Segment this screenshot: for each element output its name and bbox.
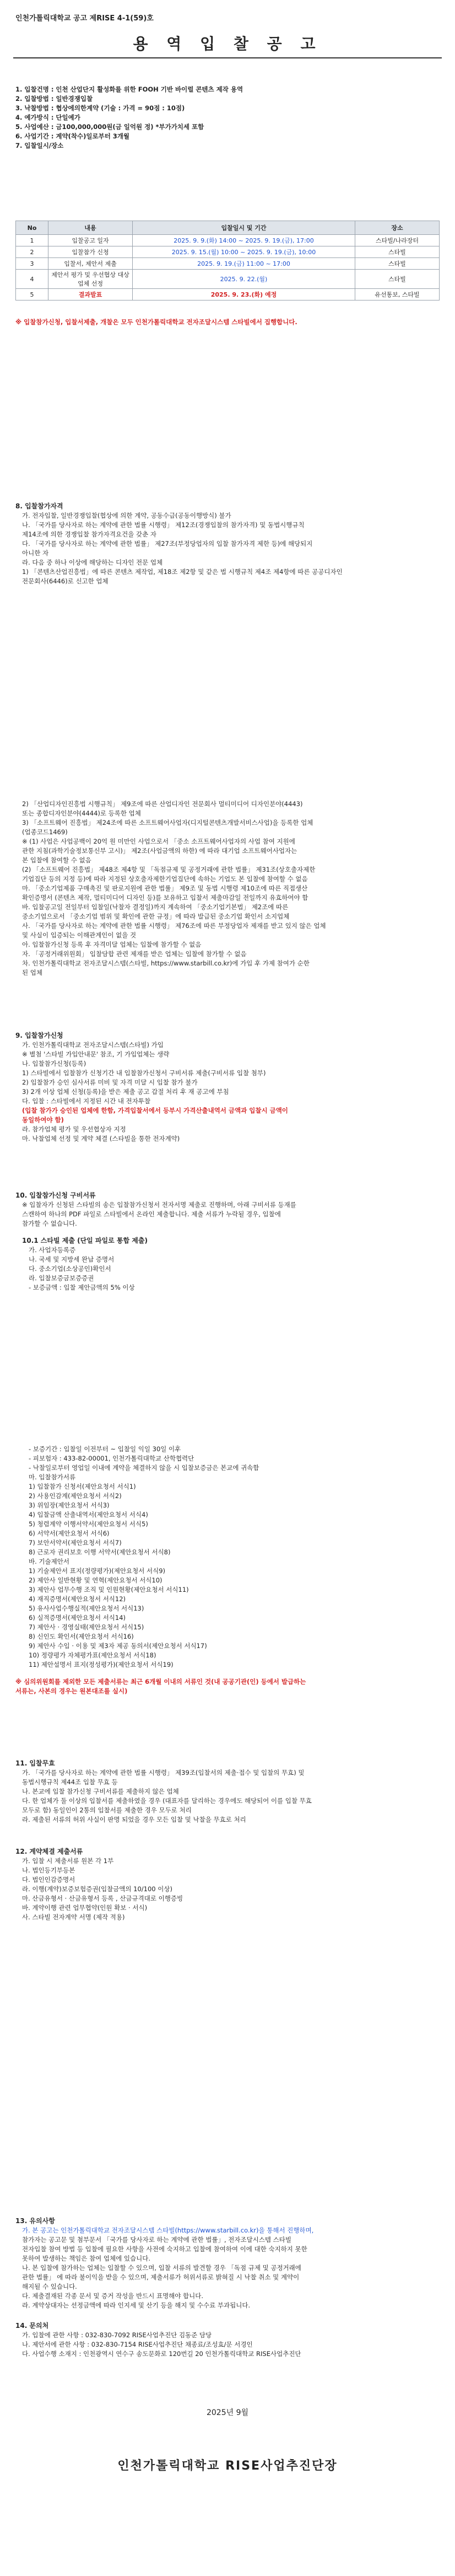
text-line: 5) 유사사업수행실적(제안요청서 서식13) — [29, 1604, 144, 1612]
text-line: 라. 다음 중 하나 이상에 해당하는 디자인 전문 업체 — [22, 559, 163, 566]
section-application — [15, 1031, 440, 1144]
text-line: 모두로 함) 동일인이 2통의 입찰서를 제출한 경우 모두로 처리 — [22, 1806, 192, 1814]
text-line: - 피보험자 : 433-82-00001, 인천가톨릭대학교 산학협력단 — [29, 1455, 194, 1462]
text-line: 라. 입찰보증금보증증권 — [29, 1274, 94, 1282]
section-title: 12. 계약체결 제출서류 — [15, 1848, 83, 1855]
section-title: 13. 유의사항 — [15, 2217, 55, 2225]
text-line: 2) 입찰참가 승인 심사서류 미비 및 자격 미달 시 입찰 참가 불가 — [22, 1078, 198, 1086]
text-line: 제14조에 의한 경쟁입찰 참가자격요건을 갖춘 자 — [22, 530, 156, 538]
text-line-link: 가. 본 공고는 인천가톨릭대학교 전자조달시스템 스타빌(https://www.starbill.co.kr)을 통해서 진행하며, — [22, 2226, 314, 2234]
text-line: 2) 「산업디자인진흥법 시행규칙」 제9조에 따른 산업디자인 전문회사 멀티미디어 디자인분야(4443) — [22, 800, 303, 808]
text-line: 가. 「국가를 당사자로 하는 계약에 관한 법률 시행령」 제39조(입찰서의 제출·접수 및 입찰의 무효) 및 — [22, 1769, 305, 1777]
row-place: 스타빌/나라장터 — [355, 235, 440, 246]
section-title: 8. 입찰참가자격 — [15, 502, 63, 510]
row-period: 2025. 9. 15.(월) 10:00 ~ 2025. 9. 19.(금), 10:00 — [133, 246, 355, 258]
section-invalid-bid — [15, 1759, 440, 1824]
subsection-title: 10.1 스타빌 제출 (단일 파일로 통합 제출) — [22, 1237, 148, 1244]
overview-value: : 계약(착수)일로부터 3개월 — [48, 132, 130, 140]
text-line: 4) 재직증명서(제안요청서 서식12) — [29, 1595, 126, 1603]
text-line: - 낙찰일로부터 영업일 이내에 계약을 체결하지 않을 시 입찰보증금은 본교에 귀속함 — [29, 1464, 259, 1472]
overview-item — [15, 132, 440, 141]
text-line: 마. 입찰참가서류 — [29, 1473, 76, 1481]
text-line: 다. 「국가를 당사자로 하는 계약에 관한 법률」 제27조(부정당업자의 입찰 참가자격 제한 등)에 해당되지 — [22, 540, 313, 548]
text-line: 라. 계약상대자는 선정금액에 따라 인지세 및 산기 등을 해지 및 수수료 부과됩니다. — [22, 2301, 251, 2309]
text-line: 6) 실적증명서(제안요청서 서식14) — [29, 1614, 126, 1622]
overview-section — [15, 85, 440, 151]
text-line: 동법시행규칙 제44조 입찰 무효 등 — [22, 1778, 118, 1786]
section-contact — [15, 2321, 440, 2359]
text-line: 본 입찰에 참여할 수 없음 — [22, 856, 91, 864]
text-line: (업종코드1469) — [22, 828, 68, 836]
col-header-place: 장소 — [355, 221, 440, 235]
section-eligibility — [15, 502, 440, 586]
documents-note: 서류는, 사본의 경우는 원본대조를 실시) — [15, 1687, 128, 1695]
col-header-period: 입찰일시 및 기간 — [133, 221, 355, 235]
text-line: 전자입찰 참여 방법 등 입찰에 필요한 사항을 사전에 숙지하고 입찰에 참여하여 이에 대한 숙지하지 못한 — [22, 2245, 307, 2253]
table-row — [16, 246, 440, 258]
text-line: 아. 입찰참가신청 등록 후 자격미달 업체는 입찰에 참가할 수 없음 — [22, 941, 202, 948]
text-line: 다. 사업수행 소재지 : 인천광역시 연수구 송도문화로 120번길 20 인천가톨릭대학교 RISE사업추진단 — [22, 2350, 301, 2358]
overview-label: 1. 입찰건명 — [15, 85, 49, 93]
text-line: 다. 입찰 : 스타빌에서 지정된 시간 내 전자투찰 — [22, 1097, 151, 1105]
row-content: 입찰서, 제안서 제출 — [48, 258, 133, 270]
row-content: 제안서 평가 및 우선협상 대상업체 선정 — [48, 270, 133, 289]
overview-item — [15, 104, 440, 113]
text-line: 2) 제안사 일반현황 및 연혁(제안요청서 서식10) — [29, 1576, 162, 1584]
text-line: 마. 낙찰업체 선정 및 계약 체결 (스타빌을 통한 전자계약) — [22, 1135, 180, 1142]
text-line: 8) 근로자 권리보호 이행 서약서(제안요청서 서식8) — [29, 1548, 171, 1556]
text-line: 5) 청렴계약 이행서약서(제안요청서 서식5) — [29, 1520, 148, 1528]
overview-label: 2. 입찰방법 — [15, 95, 49, 103]
overview-item — [15, 94, 440, 104]
text-line: 7) 보안서약서(제안요청서 서식7) — [29, 1539, 122, 1547]
text-line: 기업집단 등의 지정 등)에 따라 지정된 상호출자제한기업집단에 속하는 기업도 본 입찰에 참여할 수 없음 — [22, 875, 308, 883]
overview-label: 5. 사업예산 — [15, 123, 49, 131]
section-title: 9. 입찰참가신청 — [15, 1032, 63, 1039]
text-line-highlight: (입찰 참가가 승인된 업체에 한함, 가격입찰서에서 등부시 가격산출내역서 금액과 입찰시 금액이 — [22, 1107, 288, 1114]
row-period: 2025. 9. 22.(월) — [133, 270, 355, 289]
section-title: 14. 문의처 — [15, 2322, 49, 2330]
text-line: 1) 스타빌에서 입찰참가 신청기간 내 입찰참가신청서 구비서류 제출(구비서류 입찰 첨부) — [22, 1069, 266, 1077]
text-line: 또는 종합디자인분야(4444)로 등록한 업체 — [22, 809, 141, 817]
text-line: 3) 위임장(제안요청서 서식3) — [29, 1501, 110, 1509]
announcement-date: 2025년 9월 — [206, 2408, 249, 2417]
text-line: 4) 입찰금액 산출내역서(제안요청서 서식4) — [29, 1511, 148, 1518]
text-line: 다. 중소기업(소상공인)확인서 — [29, 1265, 111, 1273]
overview-item — [15, 141, 440, 151]
text-line: 가. 사업자등록증 — [29, 1246, 76, 1254]
text-line: 11) 제안설명서 표지(정성평가)(제안요청서 서식19) — [29, 1661, 174, 1668]
text-line: 다. 한 업체가 둘 이상의 입찰서를 제출하였을 경우 (대표자를 달리하는 경우에도 해당되어 이를 입찰 무효 — [22, 1797, 312, 1805]
section-eligibility-cont — [15, 799, 440, 978]
table-row — [16, 289, 440, 300]
text-line: 3) 2개 이상 업체 신청(등록)을 받은 제출 공고 갑절 처리 후 재 공고에 부침 — [22, 1088, 229, 1096]
text-line: 된 업체 — [22, 969, 42, 976]
text-line: 바. 기술제안서 — [29, 1558, 69, 1565]
text-line: 가. 입찰에 관한 사항 : 032-830-7092 RISE사업추진단 김동준 담당 — [22, 2331, 212, 2339]
text-line: 바. 입찰공고일 전일부터 입찰일(낙찰자 결정일)까지 계속하여 「중소기업기본법」 제2조에 따른 — [22, 903, 289, 911]
text-line: 마. 산금유형서 · 산금유형서 등록 , 산금규격대로 이행증빙 — [22, 1895, 183, 1902]
overview-item — [15, 113, 440, 122]
overview-label: 4. 예가방식 — [15, 114, 49, 121]
text-line: 못하여 발생하는 책임은 참여 업체에 있습니다. — [22, 2255, 151, 2262]
text-line: 가. 입찰 시 제출서류 원본 각 1부 — [22, 1857, 114, 1865]
text-line: 가. 인천가톨릭대학교 전자조달시스템(스타빌) 가입 — [22, 1041, 164, 1049]
overview-label: 6. 사업기간 — [15, 132, 49, 140]
text-line: 9) 제안사 수입 · 이용 및 제3자 제공 동의서(제안요청서 서식17) — [29, 1642, 207, 1650]
text-line: 나. 입찰참가신청(등록) — [22, 1060, 86, 1067]
section-documents-cont — [15, 1445, 440, 1696]
text-line: 바. 계약이행 관련 업무협약(인원 확보 · 서식) — [22, 1904, 148, 1912]
text-line: - 보증금액 : 입찰 제안금액의 5% 이상 — [29, 1284, 135, 1291]
text-line: 10) 정량평가 자체평가표(제안요청서 서식18) — [29, 1651, 156, 1659]
row-no: 5 — [16, 289, 48, 300]
text-line: 라. 제출된 서류의 허위 사실이 판명 되었을 경우 모든 입찰 및 낙찰을 무효로 처리 — [22, 1816, 246, 1823]
row-content: 결과발표 — [48, 289, 133, 300]
text-line: 나. 국세 및 지방세 완납 증명서 — [29, 1255, 115, 1263]
row-place: 스타빌 — [355, 270, 440, 289]
table-row — [16, 270, 440, 289]
text-line: 확인증명서 (콘텐츠 제작, 멀티미디어 디자인 등)를 보유하고 입찰서 제출마감일 전일까지 유효하여야 함 — [22, 894, 308, 901]
overview-item — [15, 85, 440, 94]
text-line: 나. 본교에 입찰 참가신청 구비서류를 제출하지 않은 업체 — [22, 1788, 179, 1795]
text-line: 전문회사(6446)로 신고한 업체 — [22, 577, 109, 585]
row-no: 1 — [16, 235, 48, 246]
text-line: 관한 지침(과학기술정보통신부 고시)」 제2조(사업금액의 하한) 에 따라 대기업 소프트웨어사업자는 — [22, 847, 297, 855]
documents-note: ※ 심의위원회를 제외한 모든 제출서류는 최근 6개월 이내의 서류인 것(내 공공기관(인) 등에서 발급하는 — [15, 1678, 306, 1686]
text-line: 참가자는 공고문 및 첨부문서 「국가를 당사자로 하는 계약에 관한 법률」, 전자조달시스템 스타빌 — [22, 2236, 292, 2244]
text-line: 가. 전자입찰, 일반경쟁입찰(협상에 의한 계약, 공동수급(공동이행방식) 불가 — [22, 512, 231, 519]
text-line: 3) 「소프트웨어 진흥법」 제24조에 따른 소프트웨어사업자(디지털콘텐츠개발서비스사업)을 등록한 업체 — [22, 819, 313, 827]
title-divider — [13, 57, 442, 58]
row-period: 2025. 9. 9.(화) 14:00 ~ 2025. 9. 19.(금), 17:00 — [133, 235, 355, 246]
text-line: 사. 「국가를 당사자로 하는 계약에 관한 법률 시행령」 제76조에 따른 부정당업자 제재를 받고 있지 않은 업체 — [22, 922, 326, 930]
row-period: 2025. 9. 19.(금) 11:00 ~ 17:00 — [133, 258, 355, 270]
text-line: 및 사실이 입증되는 이해관계인이 없을 것 — [22, 931, 137, 939]
row-content: 입찰공고 일자 — [48, 235, 133, 246]
text-line: 나. 제안서에 관한 사항 : 032-830-7154 RISE사업추진단 채종료/조성효/문 서경인 — [22, 2341, 253, 2348]
text-line: 자. 「공정거래위원회」 입찰담합 관련 제재를 받은 업체는 입찰에 참가할 수 없음 — [22, 950, 247, 958]
overview-label: 3. 낙찰방법 — [15, 104, 49, 112]
text-line: 6) 서약서(제안요청서 서식6) — [29, 1530, 110, 1537]
text-line: 8) 신인도 확인서(제안요청서 서식16) — [29, 1633, 134, 1640]
section-documents — [15, 1191, 440, 1292]
text-line: 스캔하여 하나의 PDF 파일로 스타빌에서 온라인 제출합니다. 제출 서류가 누락될 경우, 입찰에 — [22, 1210, 281, 1218]
table-header-row — [16, 221, 440, 235]
text-line: 아니한 자 — [22, 549, 49, 557]
schedule-table — [15, 221, 440, 300]
overview-value: : 단일예가 — [48, 114, 80, 121]
notice-number: 인천가톨릭대학교 공고 제RISE 4-1(59)호 — [15, 14, 154, 23]
text-line: 나. 「국가를 당사자로 하는 계약에 관한 법률 시행령」 제12조(경쟁입찰의 참가자격) 및 동법시행규칙 — [22, 521, 305, 529]
text-line: 사. 스타빌 전자계약 서명 (제작 적용) — [22, 1913, 125, 1921]
row-no: 4 — [16, 270, 48, 289]
text-line: 관한 법률」 에 따라 불이익을 받을 수 있으며, 제출서류가 허위서류로 밝혀질 시 낙찰 취소 및 계약이 — [22, 2273, 300, 2281]
row-content: 입찰참가 신청 — [48, 246, 133, 258]
col-header-no: No — [16, 221, 48, 235]
overview-value: : 인천 산업단지 활성화를 위한 FOOH 기반 바이럴 콘텐츠 제작 용역 — [48, 85, 243, 93]
row-no: 2 — [16, 246, 48, 258]
document-title: 용 역 입 찰 공 고 — [133, 35, 322, 53]
text-line: 중소기업으로서 「중소기업 범위 및 확인에 관한 규정」에 따라 발급된 중소기업 확인서 소지업체 — [22, 913, 290, 920]
row-place: 스타빌 — [355, 258, 440, 270]
text-line: 다. 법인인감증명서 — [22, 1876, 75, 1883]
schedule-note: ※ 입찰참가신청, 입찰서제출, 개찰은 모두 인천가톨릭대학교 전자조달시스템 스타빌에서 집행합니다. — [15, 318, 297, 326]
row-place: 유선통보, 스타빌 — [355, 289, 440, 300]
section-contract-docs — [15, 1847, 440, 1922]
text-line: 3) 제안사 업무수행 조직 및 인원현황(제안요청서 서식11) — [29, 1586, 189, 1593]
overview-label: 7. 입찰일시/장소 — [15, 142, 64, 149]
text-line: 7) 제안사 · 경영실태(제안요청서 서식15) — [29, 1623, 144, 1631]
text-line: 라. 이행(계약)보증보험증권(입찰금액의 10/100 이상) — [22, 1885, 172, 1893]
text-line: 참가할 수 없습니다. — [22, 1220, 77, 1227]
text-line: - 보증기간 : 입찰일 이전부터 ~ 입찰일 익일 30일 이후 — [29, 1445, 181, 1453]
overview-value: : 협상에의한계약 (기술 : 가격 = 90점 : 10점) — [48, 104, 185, 112]
overview-value: : 일반경쟁입찰 — [48, 95, 93, 103]
text-line: 차. 인천가톨릭대학교 전자조달시스템(스타빌, https://www.starbill.co.kr)에 가입 후 가제 참여가 순한 — [22, 959, 310, 967]
section-notes — [15, 2217, 440, 2310]
col-header-content: 내용 — [48, 221, 133, 235]
text-line: 나. 본 입찰에 참가하는 업체는 입찰할 수 있으며, 입찰 서류의 발견할 경우 「독점 규제 및 공정거래에 — [22, 2264, 301, 2272]
text-line: 다. 제출결재된 각종 문서 및 증거 작성을 반드시 표명해야 합니다. — [22, 2292, 204, 2300]
overview-item — [15, 122, 440, 132]
text-line: 마. 「중소기업제품 구매촉진 및 판로지원에 관한 법률」 제9조 및 동법 시행령 제10조에 따른 직접생산 — [22, 884, 308, 892]
text-line: ※ (1) 사업은 사업공백이 20억 원 미만인 사업으로서 「중소 소프트웨어사업자의 사업 참여 지원에 — [22, 838, 295, 845]
section-title: 10. 입찰참가신청 구비서류 — [15, 1192, 96, 1199]
issuer-signature: 인천가톨릭대학교 RISE사업추진단장 — [117, 2459, 338, 2473]
section-title: 11. 입찰무효 — [15, 1759, 55, 1767]
row-place: 스타빌 — [355, 246, 440, 258]
text-line: ※ 별첨 '스타빌 가입안내문' 참조, 기 가입업체는 생략 — [22, 1050, 170, 1058]
overview-value: : 금100,000,000원(금 일억원 정) *부가가치세 포함 — [48, 123, 204, 131]
text-line: 라. 참가업체 평가 및 우선협상자 지정 — [22, 1125, 126, 1133]
table-row — [16, 235, 440, 246]
table-row — [16, 258, 440, 270]
text-line-highlight: 동일하여야 함) — [22, 1116, 64, 1124]
text-line: 해지될 수 있습니다. — [22, 2283, 77, 2290]
text-line: 2) 사용인감계(제안요청서 서식2) — [29, 1492, 122, 1500]
text-line: ※ 입찰자가 신청된 스타빌의 송은 입찰참가신청서 전자서명 제출로 진행하며, 아래 구비서류 등재를 — [22, 1201, 296, 1209]
text-line: 1) 「콘텐츠산업진흥법」에 따른 콘텐츠 제작업, 제18조 제2항 및 같은 법 시행규칙 제4조 제4항에 따른 공공디자인 — [22, 568, 343, 576]
text-line: 나. 법인등기부등본 — [22, 1866, 75, 1874]
text-line: 1) 입찰참가 신청서(제안요청서 서식1) — [29, 1483, 136, 1490]
text-line: (2) 「소프트웨어 진흥법」 제48조 제4항 및 「독점규제 및 공정거래에 관한 법률」 제31조(상호출자제한 — [22, 866, 316, 873]
row-no: 3 — [16, 258, 48, 270]
row-period: 2025. 9. 23.(화) 예정 — [133, 289, 355, 300]
text-line: 1) 기술제안서 표지(정량평가)(제안요청서 서식9) — [29, 1567, 165, 1575]
